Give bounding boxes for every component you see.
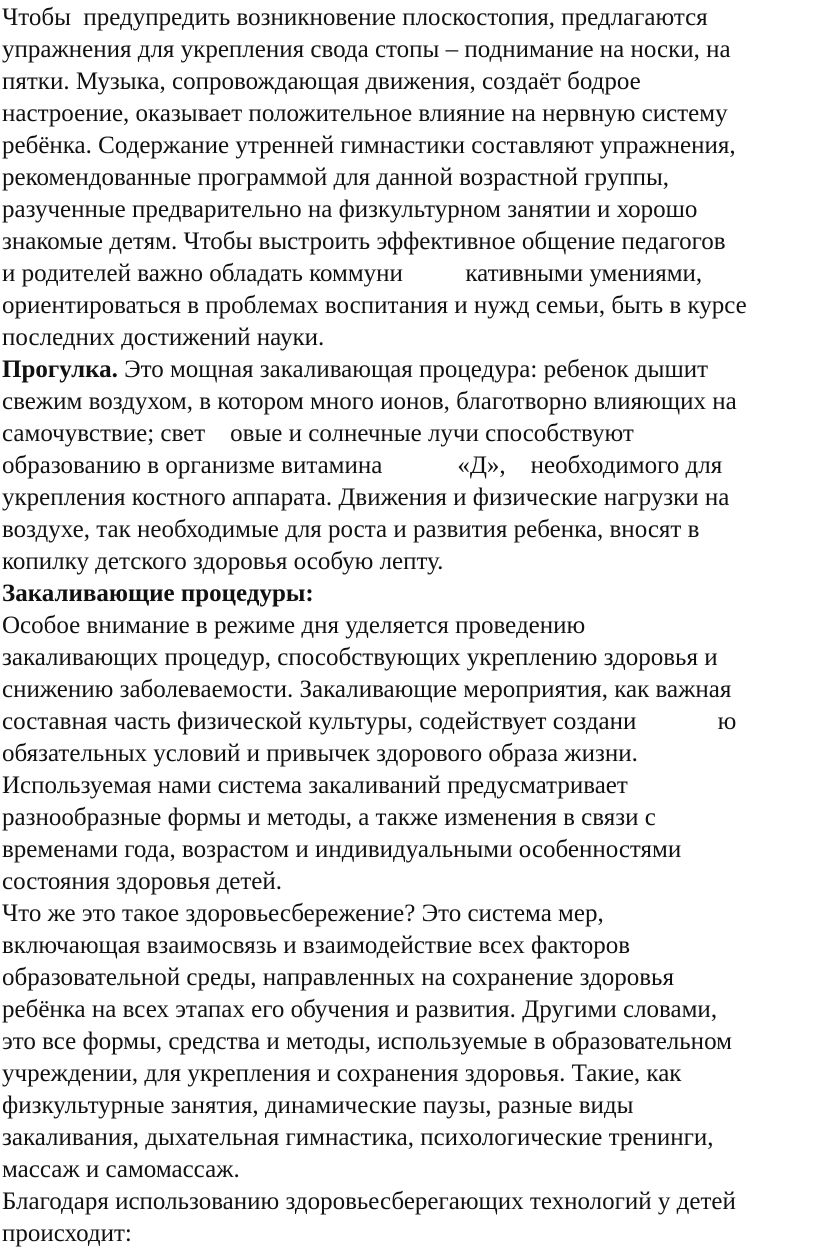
text-line: укрепления костного аппарата. Движения и физические нагрузки на bbox=[2, 484, 730, 511]
text-line: массаж и самомассаж. bbox=[2, 1156, 240, 1183]
walk-intro-text: Это мощная закаливающая процедура: ребенок дышит bbox=[117, 356, 709, 383]
text-line: закаливающих процедур, способствующих укреплению здоровья и bbox=[2, 644, 718, 671]
text-line: пятки. Музыка, сопровождающая движения, создаёт бодрое bbox=[2, 68, 641, 95]
text-line: упражнения для укрепления свода стопы – поднимание на носки, на bbox=[2, 36, 731, 63]
walk-first-line bbox=[2, 354, 708, 386]
walk-heading: Прогулка. bbox=[2, 356, 118, 383]
text-line: обязательных условий и привычек здорового образа жизни. bbox=[2, 740, 638, 767]
text-line: состояния здоровья детей. bbox=[2, 868, 283, 895]
text-line: настроение, оказывает положительное влияние на нервную систему bbox=[2, 100, 728, 127]
text-line: разученные предварительно на физкультурном занятии и хорошо bbox=[2, 196, 698, 223]
text-line: Что же это такое здоровьесбережение? Это система мер, bbox=[2, 900, 604, 927]
text-line: свежим воздухом, в котором много ионов, благотворно влияющих на bbox=[2, 388, 737, 415]
text-line: учреждении, для укрепления и сохранения здоровья. Такие, как bbox=[2, 1060, 682, 1087]
text-line: Используемая нами система закаливаний предусматривает bbox=[2, 772, 628, 799]
text-line: образованию в организме витамина «Д», необходимого для bbox=[2, 452, 723, 479]
text-line: ребёнка. Содержание утренней гимнастики составляют упражнения, bbox=[2, 132, 736, 159]
text-line: физкультурные занятия, динамические паузы, разные виды bbox=[2, 1092, 634, 1119]
text-line: это все формы, средства и методы, используемые в образовательном bbox=[2, 1028, 732, 1055]
text-line: копилку детского здоровья особую лепту. bbox=[2, 548, 444, 575]
text-line: включающая взаимосвязь и взаимодействие всех факторов bbox=[2, 932, 631, 959]
text-line: Особое внимание в режиме дня уделяется проведению bbox=[2, 612, 586, 639]
hardening-heading: Закаливающие процедуры: bbox=[2, 580, 314, 607]
text-line: закаливания, дыхательная гимнастика, психологические тренинги, bbox=[2, 1124, 714, 1151]
text-line: Чтобы предупредить возникновение плоскостопия, предлагаются bbox=[2, 4, 708, 31]
text-line: разнообразные формы и методы, а также изменения в связи с bbox=[2, 804, 656, 831]
text-line: воздухе, так необходимые для роста и развития ребенка, вносят в bbox=[2, 516, 700, 543]
text-line: ориентироваться в проблемах воспитания и нужд семьи, быть в курсе bbox=[2, 292, 747, 319]
text-line: самочувствие; свет овые и солнечные лучи способствуют bbox=[2, 420, 634, 447]
text-line: временами года, возрастом и индивидуальными особенностями bbox=[2, 836, 682, 863]
text-line: составная часть физической культуры, содействует создани ю bbox=[2, 708, 737, 735]
text-line: последних достижений науки. bbox=[2, 324, 325, 351]
text-line: знакомые детям. Чтобы выстроить эффективное общение педагогов bbox=[2, 228, 726, 255]
text-line: происходит: bbox=[2, 1220, 132, 1247]
text-line: снижению заболеваемости. Закаливающие мероприятия, как важная bbox=[2, 676, 732, 703]
text-line: и родителей важно обладать коммуни кативными умениями, bbox=[2, 260, 703, 287]
text-line: ребёнка на всех этапах его обучения и развития. Другими словами, bbox=[2, 996, 718, 1023]
text-line: Благодаря использованию здоровьесберегающих технологий у детей bbox=[2, 1188, 736, 1215]
text-line: образовательной среды, направленных на сохранение здоровья bbox=[2, 964, 674, 991]
text-line: рекомендованные программой для данной возрастной группы, bbox=[2, 164, 669, 191]
